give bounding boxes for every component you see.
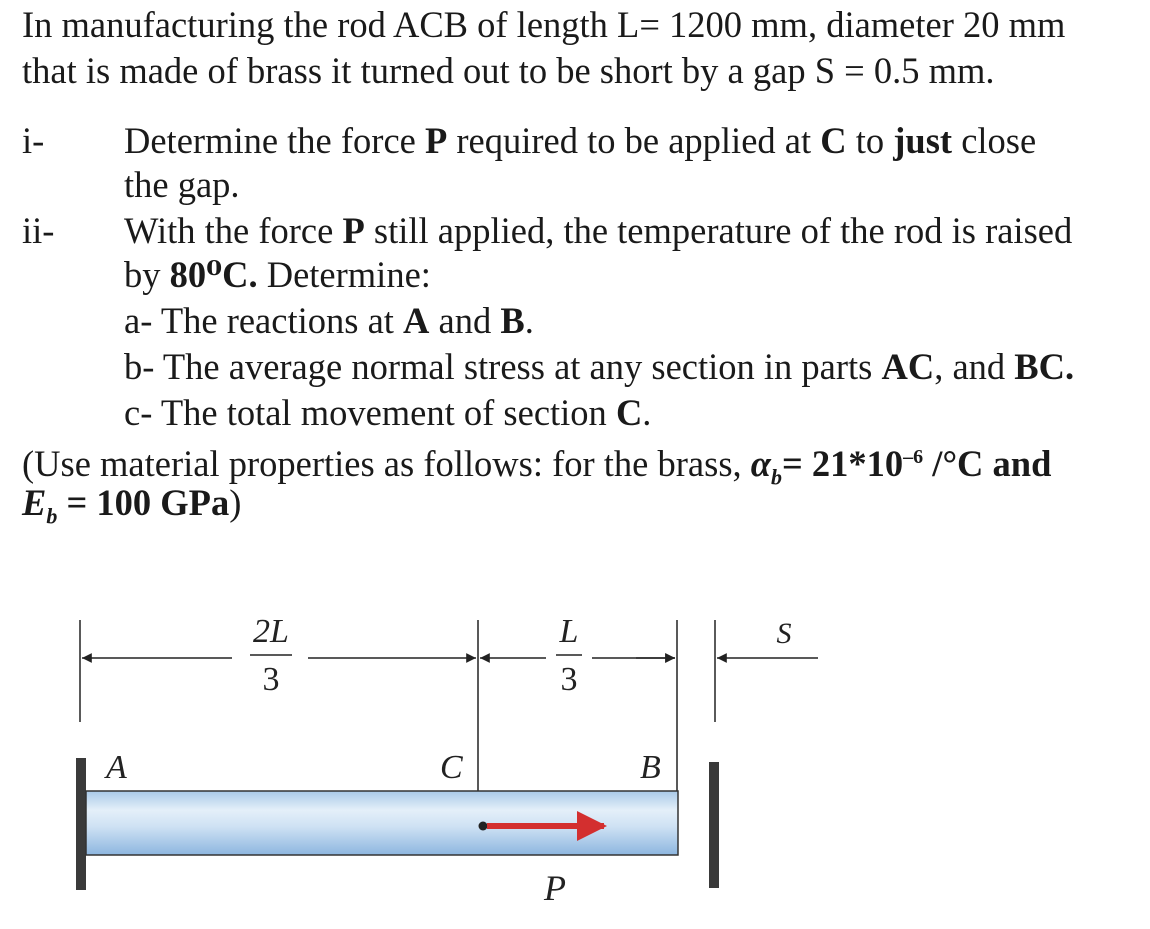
exponent: –6 [903,446,924,468]
text: Determine the force [124,120,425,161]
dimension-cb-denominator: 3 [560,661,578,698]
point-symbol: C [615,392,643,433]
left-wall [76,758,86,890]
text: by [124,254,170,295]
label-p: P [544,868,566,908]
segment-symbol: BC. [1014,346,1075,387]
modulus-symbol: E [22,482,47,523]
dimension-cb-numerator: L [559,613,579,650]
text: The average normal stress at any section in parts [154,346,882,387]
point-symbol: C [820,120,847,161]
text: required to be applied at [447,120,821,161]
point-symbol: B [500,300,525,341]
text: With the force [124,210,343,251]
text: to [846,120,894,161]
temperature-rise: 80⁰C. [169,254,258,295]
subscript: b [770,464,782,490]
right-wall [709,762,719,888]
gap-label: S [776,617,792,650]
question-i-line-2: the gap. [124,164,240,205]
emphasis: just [893,120,953,161]
label-b: B [640,749,661,786]
label-a: A [106,749,127,786]
text: . [642,392,652,433]
text: close [952,120,1037,161]
text: . [524,300,534,341]
force-symbol: P [424,120,448,161]
modulus-value: = 100 GPa [57,482,230,523]
intro-line-2: that is made of brass it turned out to be short by a gap S = 0.5 mm. [22,50,995,91]
dimension-ac-denominator: 3 [262,661,280,698]
text: ) [229,482,242,523]
subquestion-marker: c- [124,392,153,433]
alpha-value: = 21*10 [781,443,904,485]
alpha-symbol: α [750,443,771,485]
text: , and [934,346,1015,387]
subquestion-marker: b- [124,346,155,387]
segment-symbol: AC [881,346,935,387]
question-i-marker: i- [22,120,45,161]
question-ii-marker: ii- [22,210,55,251]
alpha-unit: /°C and [923,443,1052,485]
text: The reactions at [152,300,404,341]
text: still applied, the temperature of the rod is raised [364,210,1073,251]
text: The total movement of section [152,392,616,433]
text: (Use material properties as follows: for the brass, [22,443,751,485]
dimension-ac-numerator: 2L [253,613,289,650]
load-point [479,822,488,831]
text: Determine: [257,254,431,295]
point-symbol: A [403,300,430,341]
label-c: C [440,749,463,786]
text: and [429,300,501,341]
intro-line-1: In manufacturing the rod ACB of length L= 1200 mm, diameter 20 mm [22,4,1066,45]
force-symbol: P [342,210,365,251]
subscript: b [46,503,58,529]
subquestion-marker: a- [124,300,153,341]
